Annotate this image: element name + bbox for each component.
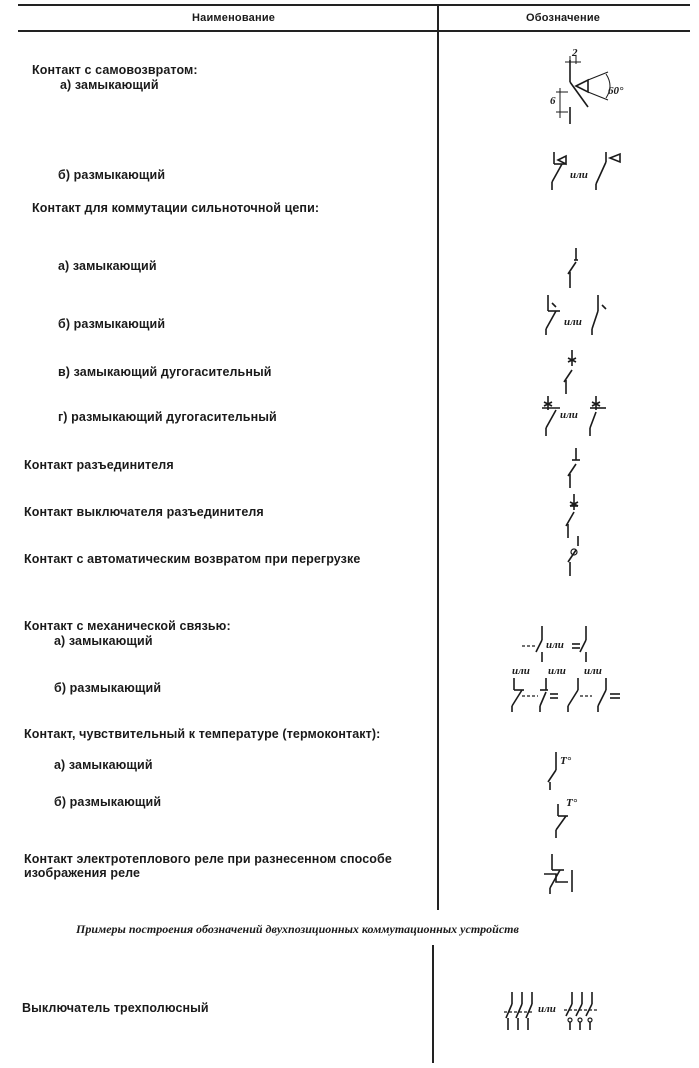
three-pole-label: Выключатель трехполюсный <box>22 1001 209 1015</box>
switch-disconnector-symbol <box>560 492 590 540</box>
table-column-divider <box>437 5 439 910</box>
power-closing-symbol <box>560 246 590 290</box>
self-return-a: а) замыкающий <box>60 78 159 92</box>
relay-contact-symbol <box>542 852 592 896</box>
switch-disconnector-label: Контакт выключателя разъединителя <box>24 505 264 519</box>
mech-a: а) замыкающий <box>54 634 153 648</box>
disconnector-symbol <box>560 446 590 490</box>
mech-or-label-b3: или <box>584 665 602 677</box>
mech-or-label-a: или <box>546 639 564 651</box>
relay-line2: изображения реле <box>24 866 141 880</box>
examples-column-divider <box>432 945 434 1063</box>
power-or-label-d: или <box>560 409 578 421</box>
power-a: а) замыкающий <box>58 259 157 273</box>
self-return-title: Контакт с самовозвратом: <box>32 63 198 77</box>
dim-2-label: 2 <box>572 47 578 59</box>
mech-or-label-b1: или <box>512 665 530 677</box>
mech-or-label-b2: или <box>548 665 566 677</box>
table-top-rule <box>18 4 690 6</box>
column-header-designation: Обозначение <box>526 12 601 24</box>
thermo-b: б) размыкающий <box>54 795 162 809</box>
auto-return-symbol <box>560 534 590 578</box>
self-return-closing-symbol <box>548 47 628 127</box>
thermo-closing-symbol <box>544 750 594 792</box>
thermo-title: Контакт, чувствительный к температуре (термоконтакт): <box>24 727 381 741</box>
examples-title: Примеры построения обозначений двухпозиционных коммутационных устройств <box>76 922 519 936</box>
angle-label: 60° <box>608 85 624 97</box>
mech-title: Контакт с механической связью: <box>24 619 231 633</box>
three-pole-or-label: или <box>538 1003 556 1015</box>
thermo-t-label-a: T° <box>560 755 572 767</box>
power-opening-arc-symbol <box>540 394 620 438</box>
power-opening-symbol <box>540 293 620 337</box>
relay-line1: Контакт электротеплового реле при разнесенном способе <box>24 852 392 866</box>
thermo-t-label-b: T° <box>566 797 578 809</box>
three-pole-switch-symbol <box>500 990 620 1034</box>
column-header-name: Наименование <box>192 12 276 24</box>
disconnector-label: Контакт разъединителя <box>24 458 174 472</box>
self-return-or-label: или <box>570 169 588 181</box>
power-b: б) размыкающий <box>58 317 166 331</box>
thermo-a: а) замыкающий <box>54 758 153 772</box>
mech-closing-symbol <box>520 624 610 664</box>
power-title: Контакт для коммутации сильноточной цепи: <box>32 201 320 215</box>
dim-6-label: 6 <box>550 95 556 107</box>
power-or-label-b: или <box>564 316 582 328</box>
mech-opening-symbol <box>508 664 628 714</box>
self-return-b: б) размыкающий <box>58 168 166 182</box>
power-d: г) размыкающий дугогасительный <box>58 410 277 424</box>
auto-return-label: Контакт с автоматическим возвратом при перегрузке <box>24 552 361 566</box>
thermo-opening-symbol <box>548 796 598 840</box>
mech-b: б) размыкающий <box>54 681 162 695</box>
power-closing-arc-symbol <box>558 348 588 396</box>
power-c: в) замыкающий дугогасительный <box>58 365 272 379</box>
self-return-opening-symbol <box>548 148 628 193</box>
table-header-rule <box>18 30 690 32</box>
